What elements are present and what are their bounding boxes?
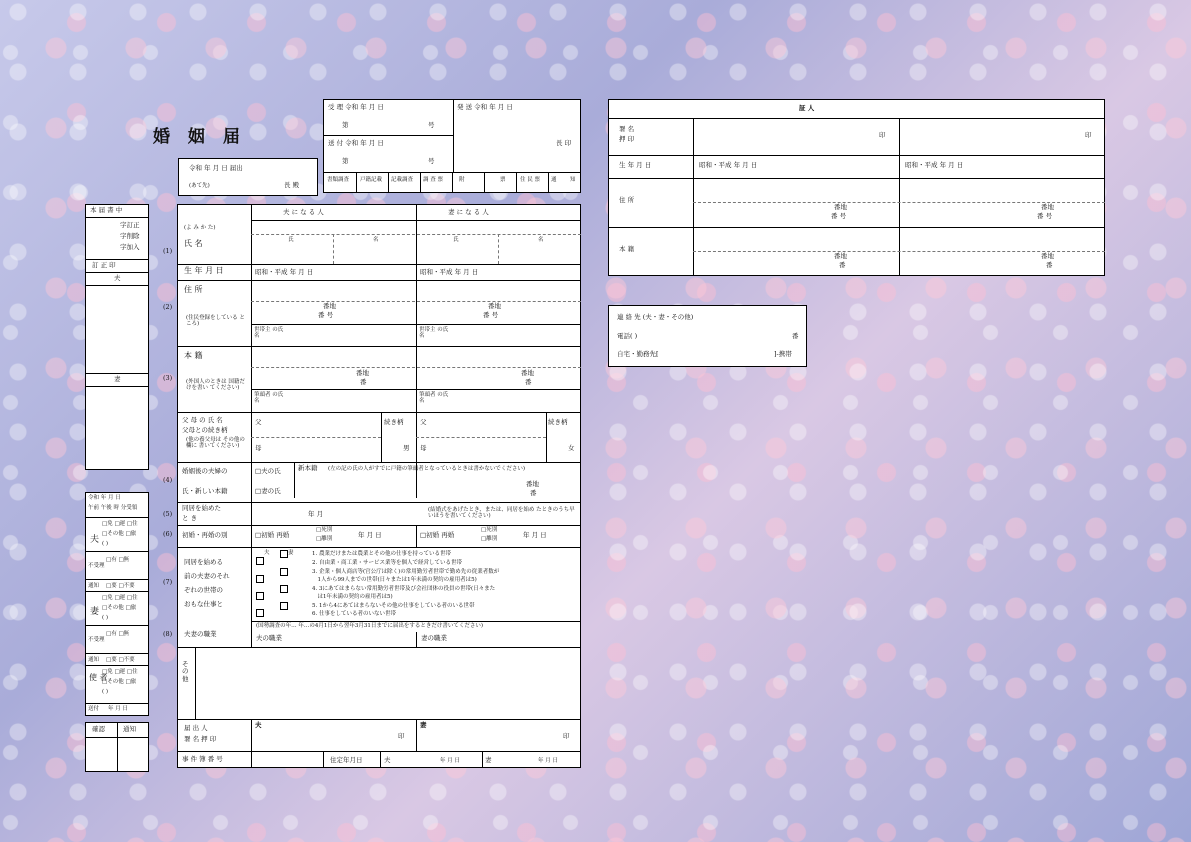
husband-label: 夫 <box>114 274 121 282</box>
wife-birth: 昭和・平成 年 月 日 <box>420 268 479 276</box>
submit-date: 令和 年 月 日 届出 <box>189 164 243 172</box>
label: 通知 <box>88 583 100 589</box>
ban-go-label: 番 号 <box>1037 212 1053 220</box>
no-label: 第 <box>342 121 349 129</box>
witness-box <box>608 99 1105 276</box>
residence-date-label: 住定年月日 <box>330 756 363 764</box>
check-cell: 住 民 票 <box>520 177 540 183</box>
daughter-label: 女 <box>568 444 575 452</box>
after-marriage-label: 氏・新しい本籍 <box>182 487 228 495</box>
signatory-label: 署 名 押 印 <box>184 735 217 743</box>
new-honseki-label: 新本籍 <box>298 464 318 472</box>
ban-go-label: 番 号 <box>831 212 847 220</box>
witness-sign-label: 署 名 <box>619 125 635 133</box>
son-label: 男 <box>403 444 410 452</box>
correction-item: 字加入 <box>120 243 140 251</box>
husband-birth: 昭和・平成 年 月 日 <box>255 268 314 276</box>
parents-note: (他の養父母は その他の欄に 書いてください) <box>186 437 245 450</box>
work-option: 6. 仕事をしている者のいない世帯 <box>312 611 396 617</box>
work-label: 前の夫妻のそれ <box>184 572 230 580</box>
options: ( ) <box>102 615 109 621</box>
mother-label: 母 <box>420 444 427 452</box>
husband-seal: 印 <box>398 732 405 740</box>
ban-label: 番 <box>525 378 532 386</box>
bereaved-checkbox[interactable]: □死別 <box>481 527 498 533</box>
messenger-label: 使 者 <box>89 673 108 682</box>
witness1-birth: 昭和・平成 年 月 日 <box>699 161 758 169</box>
confirm-label: 確認 <box>92 725 105 733</box>
work-option: 4. 3にあてはまらない常用勤労者世帯及び会社団体の役員の世帯(日々また <box>312 586 496 592</box>
correction-seal-label: 訂 正 印 <box>92 261 116 269</box>
receipt-time: 午前 午後 時 分受領 <box>88 505 138 511</box>
wife-occupation-label: 妻の職業 <box>421 634 447 642</box>
husband-surname-checkbox[interactable]: □夫の氏 <box>255 467 281 475</box>
wife-label: 妻 <box>114 375 121 383</box>
options: □免 □運 □住 <box>102 669 138 675</box>
honseki-label: 本 籍 <box>184 351 203 360</box>
husband-sign-label: 夫 <box>255 721 262 729</box>
wife-label: 妻 <box>485 756 492 764</box>
witness2-seal: 印 <box>1085 131 1092 139</box>
divorced-checkbox[interactable]: □離別 <box>481 536 498 542</box>
options: ( ) <box>102 689 109 695</box>
address-note: (住民登録をしている ところ) <box>186 315 245 328</box>
receipt-panel <box>85 492 149 716</box>
census-note: (国勢調査の年… 年…の4月1日から翌年3月31日までに届出をするときだけ書いてください) <box>256 623 484 629</box>
husband-remarriage-date: 年 月 日 <box>358 531 382 539</box>
addressee-label: (あて先) <box>189 183 210 189</box>
form-title: 婚 姻 届 <box>153 127 246 147</box>
relation-label: 続き柄 <box>384 418 404 426</box>
father-label: 父 <box>420 418 427 426</box>
row-number: (6) <box>163 530 173 538</box>
divorced-checkbox[interactable]: □離別 <box>316 536 333 542</box>
witness-header: 証 人 <box>799 104 815 112</box>
birth-label: 生 年 月 日 <box>184 266 224 275</box>
go-label: 号 <box>428 121 435 129</box>
contact-box <box>608 305 807 367</box>
parents-label: 父 母 の 氏 名 <box>182 416 223 424</box>
submission-date-box <box>178 158 318 196</box>
work-checkbox-group[interactable] <box>256 568 304 582</box>
check-cell: 附 <box>459 177 465 183</box>
wife-seal: 印 <box>563 732 570 740</box>
check-cell: 記載調査 <box>391 177 414 183</box>
mobile-label: ]-携帯 <box>774 350 792 358</box>
options: □その他 □旅 <box>102 679 137 685</box>
occupation-label: 夫妻の職業 <box>184 630 217 638</box>
row-number: (5) <box>163 510 173 518</box>
husband-column-header: 夫 に な る 人 <box>283 208 324 216</box>
relation-label: 続き柄 <box>548 418 568 426</box>
husband-mark: 夫 <box>264 550 270 556</box>
banchi-label: 番地 <box>834 252 847 260</box>
chief-seal: 長 印 <box>556 139 572 147</box>
notify-label: 通知 <box>123 725 136 733</box>
sent-date: 発 送 令和 年 月 日 <box>457 103 513 111</box>
label: 不受理 <box>88 637 105 643</box>
options: □有 □無 <box>106 631 130 637</box>
reading-label: (よ み か た) <box>184 225 216 231</box>
no-label-2: 第 <box>342 157 349 165</box>
label: 通知 <box>88 657 100 663</box>
honseki-note: (外国人のときは 国籍だけを書い てください) <box>186 379 245 392</box>
options: □要 □不要 <box>106 583 135 589</box>
panel-header: 本 届 書 中 <box>90 206 123 214</box>
work-label: 同居を始める <box>184 558 223 566</box>
cohabit-note: (結婚式をあげたとき、または、同居を始め たときのうち早いほうを書いてください) <box>428 507 575 520</box>
ban-label: 番 <box>839 261 846 269</box>
row-number: (3) <box>163 374 173 382</box>
options: □有 □無 <box>106 557 130 563</box>
check-cell: 書類調査 <box>327 177 350 183</box>
home-work-field[interactable]: 自宅・勤務先[ <box>617 350 659 358</box>
row-number: (7) <box>163 578 173 586</box>
ban-label: 番 <box>360 378 367 386</box>
work-option: 1人から99人までの世帯(日々または1年未満の契約の雇用者は5) <box>312 577 477 583</box>
confirm-box <box>85 722 149 772</box>
work-checkbox-group[interactable] <box>256 585 304 599</box>
ban-go-label: 番 号 <box>483 311 499 319</box>
bereaved-checkbox[interactable]: □死別 <box>316 527 333 533</box>
husband-label: 夫 <box>384 756 391 764</box>
check-cell: 通 <box>551 177 557 183</box>
row-number: (2) <box>163 303 173 311</box>
wife-first-remarriage[interactable]: □初婚 再婚 <box>420 531 455 539</box>
work-label: ぞれの世帯の <box>184 586 223 594</box>
work-option: 1. 農業だけまたは農業とその他の仕事を持っている世帯 <box>312 551 451 557</box>
work-option: は1年未満の契約の雇用者は5) <box>312 594 393 600</box>
banchi-label: 番地 <box>488 302 501 310</box>
surname-label: 氏 <box>288 237 294 243</box>
after-marriage-label: 婚姻後の夫婦の <box>182 467 228 475</box>
cohabit-label: と き <box>182 514 198 522</box>
banchi-label: 番地 <box>526 480 539 488</box>
given-name-label: 名 <box>373 237 379 243</box>
work-option: 2. 自由業・商工業・サービス業等を個人で経営している世帯 <box>312 560 462 566</box>
witness1-seal: 印 <box>879 131 886 139</box>
witness2-birth: 昭和・平成 年 月 日 <box>905 161 964 169</box>
wife-remarriage-date: 年 月 日 <box>523 531 547 539</box>
husband-first-remarriage[interactable]: □初婚 再婚 <box>255 531 290 539</box>
options: □その他 □旅 <box>102 531 137 537</box>
main-form-table <box>177 204 581 768</box>
forward-date: 送 付 令和 年 月 日 <box>328 139 384 147</box>
work-checkbox-group[interactable] <box>256 550 304 564</box>
new-honseki-note: (左の記の氏の人がすでに戸籍の筆頭者となっているときは書かないでください) <box>328 466 525 472</box>
ban-label: 番 <box>792 332 799 340</box>
work-option: 5. 1から4にあてはまらないその他の仕事をしている者のいる世帯 <box>312 603 475 609</box>
household-head-label: 世帯主 の氏名 <box>419 327 449 340</box>
wife-column-header: 妻 に な る 人 <box>448 208 489 216</box>
ban-go-label: 番 号 <box>318 311 334 319</box>
other-label: そ の 他 <box>182 660 189 683</box>
check-cell: 戸籍記載 <box>360 177 383 183</box>
ban-label: 番 <box>530 489 537 497</box>
wife-sign-label: 妻 <box>420 721 427 729</box>
check-cell: 調 査 票 <box>423 177 443 183</box>
work-label: おもな仕事と <box>184 600 223 608</box>
parents-label: 父母との続き柄 <box>182 426 228 434</box>
household-head-label: 世帯主 の氏名 <box>254 327 284 340</box>
witness-address-label: 住 所 <box>619 196 635 204</box>
receipt-date: 令和 年 月 日 <box>88 495 121 501</box>
check-cell: 票 <box>500 177 506 183</box>
banchi-label: 番地 <box>356 369 369 377</box>
options: ( ) <box>102 541 109 547</box>
wife-mark: 妻 <box>288 550 294 556</box>
received-date: 受 理 令和 年 月 日 <box>328 103 384 111</box>
work-option: 3. 企業・個人商店等(官公庁は除く)の常用勤労者世帯で勤め先の従業者数が <box>312 569 500 575</box>
given-name-label: 名 <box>538 237 544 243</box>
banchi-label: 番地 <box>521 369 534 377</box>
witness-honseki-label: 本 籍 <box>619 245 635 253</box>
sent-date: 年 月 日 <box>108 706 128 712</box>
label: 不受理 <box>88 563 105 569</box>
chief-label: 長 殿 <box>284 181 300 189</box>
husband-label: 夫 <box>90 535 100 545</box>
head-of-register-label: 筆頭者 の氏名 <box>254 392 284 405</box>
signatory-label: 届 出 人 <box>184 724 208 732</box>
husband-residence-date: 年 月 日 <box>440 758 460 764</box>
head-of-register-label: 筆頭者 の氏名 <box>419 392 449 405</box>
office-use-box <box>323 99 581 193</box>
correction-item: 字削除 <box>120 232 140 240</box>
name-label: 氏 名 <box>184 239 203 248</box>
options: □要 □不要 <box>106 657 135 663</box>
cohabit-label: 同居を始めた <box>182 504 221 512</box>
go-label-2: 号 <box>428 157 435 165</box>
surname-label: 氏 <box>453 237 459 243</box>
mother-label: 母 <box>255 444 262 452</box>
wife-surname-checkbox[interactable]: □妻の氏 <box>255 487 281 495</box>
father-label: 父 <box>255 418 262 426</box>
case-number-label: 事 件 簿 番 号 <box>182 755 223 763</box>
address-label: 住 所 <box>184 285 203 294</box>
row-number: (4) <box>163 476 173 484</box>
ban-label: 番 <box>1046 261 1053 269</box>
banchi-label: 番地 <box>834 203 847 211</box>
wife-label: 妻 <box>90 607 100 617</box>
wife-residence-date: 年 月 日 <box>538 758 558 764</box>
banchi-label: 番地 <box>1041 252 1054 260</box>
banchi-label: 番地 <box>1041 203 1054 211</box>
correction-panel <box>85 204 149 470</box>
witness-birth-label: 生 年 月 日 <box>619 161 652 169</box>
options: □免 □運 □住 <box>102 521 138 527</box>
label: 送付 <box>88 706 100 712</box>
row-number: (8) <box>163 630 173 638</box>
options: □免 □運 □住 <box>102 595 138 601</box>
check-cell: 知 <box>570 177 576 183</box>
options: □その他 □旅 <box>102 605 137 611</box>
witness-seal-label: 押 印 <box>619 135 635 143</box>
phone-field[interactable]: 電話( ) <box>617 332 638 340</box>
banchi-label: 番地 <box>323 302 336 310</box>
contact-title: 連 絡 先 (夫・妻・その他) <box>617 313 694 321</box>
husband-occupation-label: 夫の職業 <box>256 634 282 642</box>
correction-item: 字訂正 <box>120 221 140 229</box>
row-number: (1) <box>163 247 173 255</box>
remarriage-label: 初婚・再婚の別 <box>182 531 228 539</box>
work-checkbox-group[interactable] <box>256 602 304 616</box>
cohabit-date: 年 月 <box>308 510 324 518</box>
